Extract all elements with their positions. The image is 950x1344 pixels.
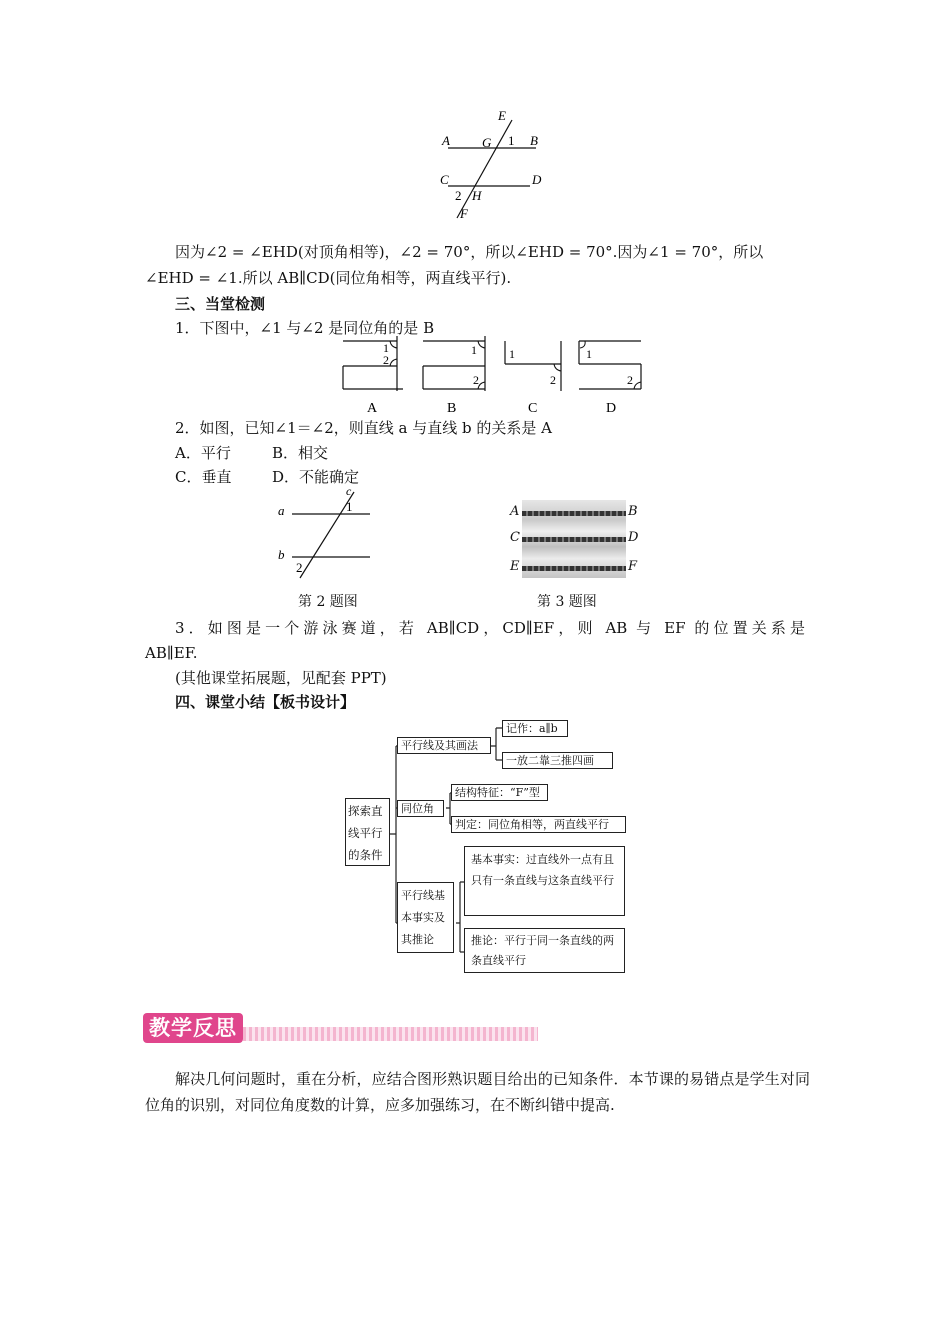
q2-option-c: C．垂直 <box>175 468 232 486</box>
board-branch-3a: 基本事实：过直线外一点有且只有一条直线与这条直线平行 <box>464 846 625 916</box>
svg-text:1: 1 <box>346 499 353 514</box>
q3-text-1: 3．如图是一个游泳赛道，若 AB∥CD，CD∥EF，则 AB 与 EF 的位置关系是 <box>175 619 805 637</box>
q1-figure-b <box>423 336 485 391</box>
board-branch-1a: 记作：a∥b <box>502 720 568 737</box>
svg-text:2: 2 <box>473 373 479 387</box>
label-B: B <box>530 133 538 148</box>
q3-caption: 第 3 题图 <box>537 594 597 610</box>
lane-rope-cd <box>522 537 626 542</box>
svg-text:c: c <box>346 484 352 498</box>
q1-option-c: C <box>528 401 538 416</box>
label-G: G <box>482 135 492 150</box>
label-H: H <box>472 188 482 203</box>
svg-text:2: 2 <box>550 373 556 387</box>
q1-figure-a <box>343 336 403 391</box>
svg-text:1: 1 <box>471 343 477 357</box>
svg-text:2: 2 <box>627 373 633 387</box>
q2-caption: 第 2 题图 <box>298 594 358 610</box>
board-branch-2: 同位角 <box>397 800 444 817</box>
q2-figure <box>272 484 382 580</box>
label-C: C <box>440 172 449 187</box>
svg-text:2: 2 <box>296 560 303 575</box>
svg-text:2: 2 <box>383 353 389 367</box>
banner-title: 教学反思 <box>143 1013 243 1043</box>
q1-figure-d <box>579 341 641 389</box>
q2-text: 2．如图，已知∠1＝∠2，则直线 a 与直线 b 的关系是 A <box>175 419 552 437</box>
solution-line-1: 因为∠2 = ∠EHD(对顶角相等)，∠2 = 70°，所以∠EHD = 70°.因为∠1 = 70°，所以 <box>175 243 764 261</box>
banner-dotted-stripe <box>243 1027 538 1041</box>
label-A: A <box>442 133 450 148</box>
q3-text-2: AB∥EF. <box>145 644 198 662</box>
q1-option-b: B <box>447 401 457 416</box>
q1-figures <box>335 336 650 418</box>
section-3-title: 三、当堂检测 <box>175 295 266 313</box>
reflection-text: 解决几何问题时，重在分析，应结合图形熟识题目给出的已知条件．本节课的易错点是学生对同位角的识别，对同位角度数的计算，应多加强练习，在不断纠错中提高. <box>145 1070 810 1114</box>
section-4-title: 四、课堂小结【板书设计】 <box>175 693 356 711</box>
board-branch-2a: 结构特征：“F”型 <box>451 784 548 801</box>
q1-figure-c <box>505 341 561 391</box>
q1-option-d: D <box>606 401 617 416</box>
reflection-banner <box>143 1013 538 1045</box>
board-branch-2b: 判定：同位角相等，两直线平行 <box>451 816 626 833</box>
label-1: 1 <box>508 133 515 148</box>
label-D: D <box>532 172 542 187</box>
svg-text:b: b <box>278 547 285 562</box>
svg-text:1: 1 <box>383 341 389 355</box>
figure-transversal-ab-cd <box>430 108 560 223</box>
label-2: 2 <box>455 188 462 203</box>
board-branch-3b: 推论：平行于同一条直线的两条直线平行 <box>464 928 625 973</box>
lane-rope-ef <box>522 566 626 571</box>
q3-figure: A B C D E F <box>508 500 640 578</box>
board-branch-1: 平行线及其画法 <box>397 737 491 754</box>
label-E: E <box>498 108 506 123</box>
board-root: 探索直线平行的条件 <box>345 798 390 866</box>
svg-text:a: a <box>278 503 285 518</box>
q2-option-b: B．相交 <box>272 444 329 462</box>
board-branch-3: 平行线基本事实及其推论 <box>397 882 454 953</box>
q1-option-a: A <box>367 401 378 416</box>
note-ppt: (其他课堂拓展题，见配套 PPT) <box>175 669 387 687</box>
q1-text: 1．下图中，∠1 与∠2 是同位角的是 B <box>175 319 435 337</box>
q2-option-a: A．平行 <box>175 444 231 462</box>
q2-option-d: D．不能确定 <box>272 468 360 486</box>
label-F: F <box>460 206 468 221</box>
solution-line-2: ∠EHD = ∠1.所以 AB∥CD(同位角相等，两直线平行). <box>145 269 512 287</box>
lane-rope-ab <box>522 511 626 516</box>
board-branch-1b: 一放二靠三推四画 <box>502 752 613 769</box>
svg-text:1: 1 <box>586 347 592 361</box>
svg-text:1: 1 <box>509 347 515 361</box>
